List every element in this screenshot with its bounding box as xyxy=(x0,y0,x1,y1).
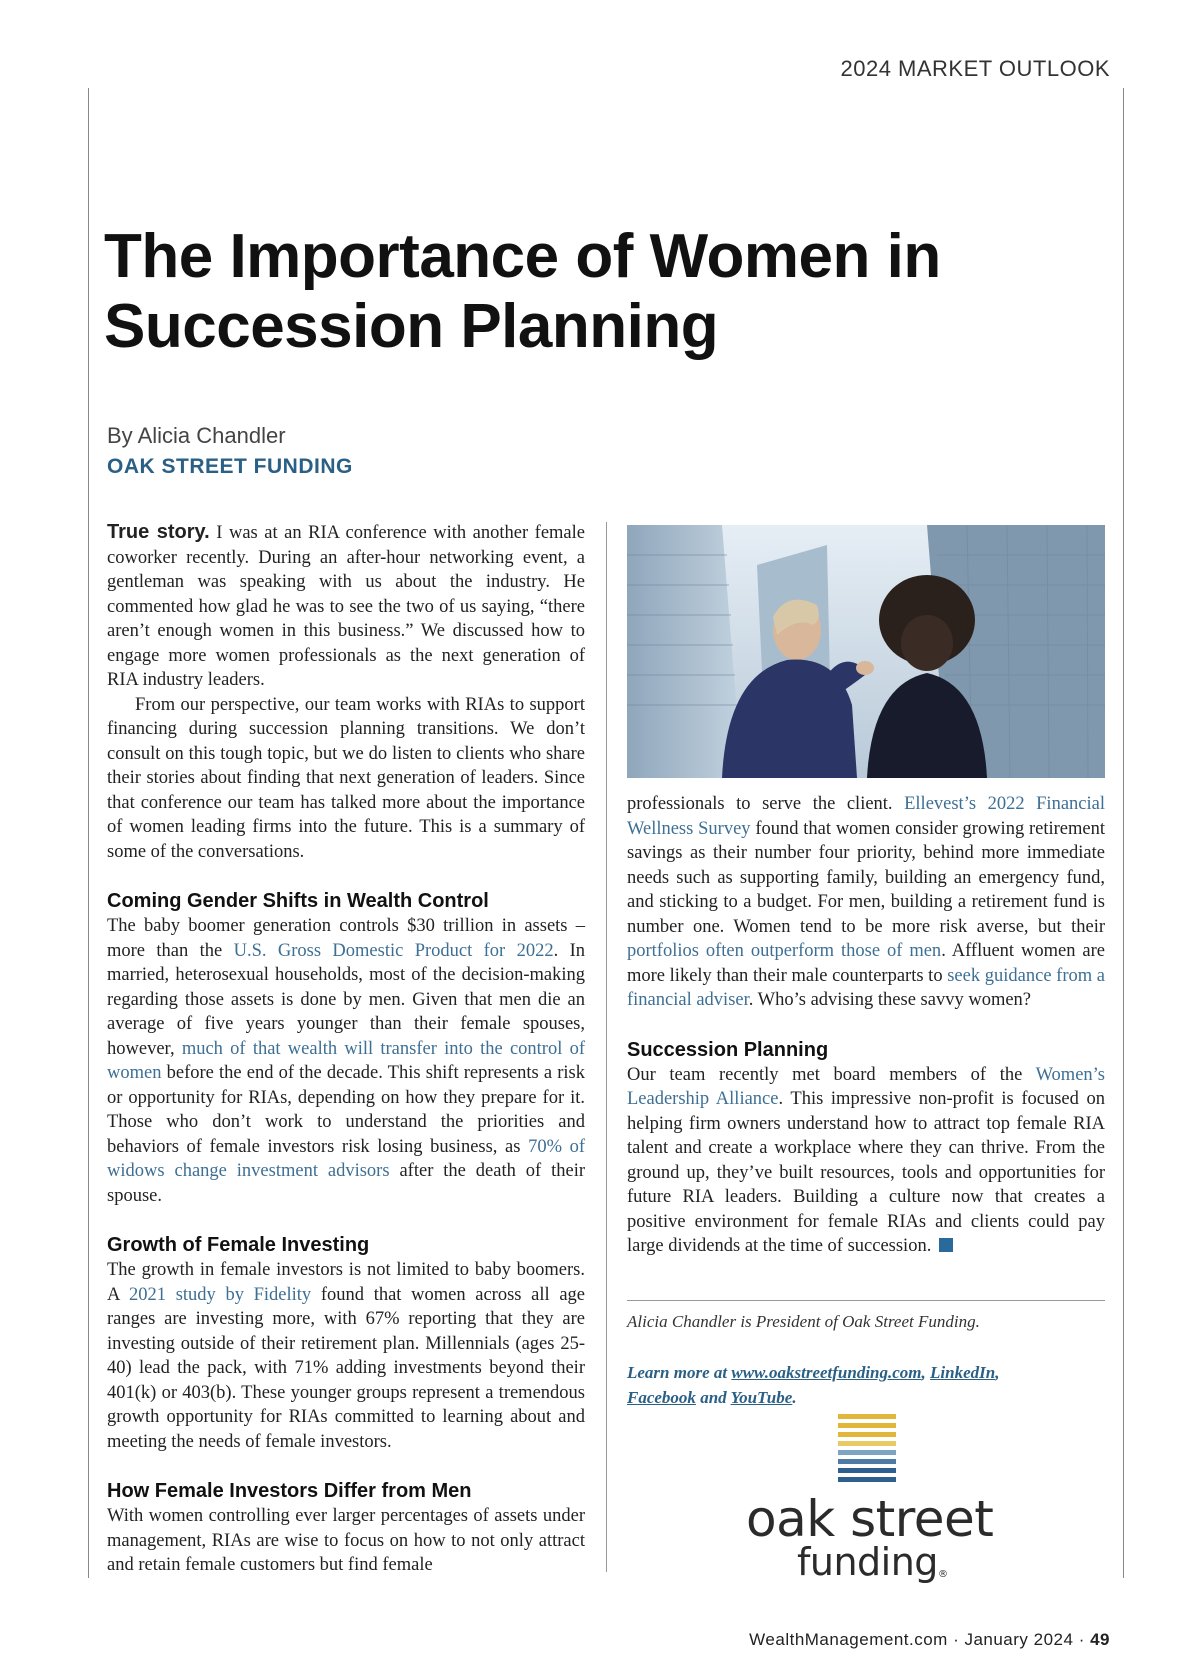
widows-link[interactable]: 70% of widows change investment advisors xyxy=(107,1136,585,1181)
article-title: The Importance of Women in Succession Planning xyxy=(104,222,941,361)
left-column xyxy=(107,520,585,1578)
column-divider xyxy=(606,522,607,1572)
page-number: 49 xyxy=(1090,1630,1110,1649)
section-heading-gender-shifts: Coming Gender Shifts in Wealth Control xyxy=(107,890,489,912)
section-paragraph-differ-from-men: With women controlling ever larger percentages of assets under management, RIAs are wise to focus on how to not only attract and retain female customers but find female xyxy=(107,1506,585,1575)
ellevest-survey-link[interactable]: Ellevest’s 2022 Financial Wellness Survey xyxy=(627,794,1105,839)
learn-more: Learn more at www.oakstreetfunding.com, LinkedIn, Facebook and YouTube. xyxy=(627,1363,1000,1407)
byline: By Alicia Chandler xyxy=(107,423,286,448)
financial-adviser-link[interactable]: seek guidance from a financial adviser xyxy=(627,965,1106,1010)
end-of-article-mark xyxy=(939,1238,953,1252)
author-bio: Alicia Chandler is President of Oak Street Funding. xyxy=(627,1312,980,1331)
website-link[interactable]: www.oakstreetfunding.com xyxy=(731,1363,922,1382)
building-stripes-icon xyxy=(838,1414,896,1482)
section-paragraph-gender-shifts: The baby boomer generation controls $30 trillion in assets – more than the U.S. Gross Domestic Product for 2022. In married, heterosexual households, most of the decision-making regarding those assets is done by men. Given that men die an average of five years younger than their female spouses, however, much of that wealth will transfer into the control of women before the end of the decade. This shift represents a risk or opportunity for RIAs, depending on how they prepare for it. Those who don’t work to understand the priorities and behaviors of female investors risk losing business, as 70% of widows change investment advisors after the death of their spouse. xyxy=(107,916,586,1206)
wealth-transfer-link[interactable]: much of that wealth will transfer into the control of women xyxy=(107,1038,585,1083)
section-heading-female-investing: Growth of Female Investing xyxy=(107,1234,370,1256)
company-name: OAK STREET FUNDING xyxy=(107,455,353,478)
fidelity-study-link[interactable]: 2021 study by Fidelity xyxy=(129,1284,312,1305)
logo-wordmark-oak-street: oak street xyxy=(746,1490,994,1548)
section-label: 2024 MARKET OUTLOOK xyxy=(840,56,1110,81)
section-paragraph-succession-planning: Our team recently met board members of the Women’s Leadership Alliance. This impressive non-profit is focused on helping firm owners understand how to attract top female RIA talent and create a workplace where they can thrive. From the ground up, they’ve built resources, tools and opportunities for future RIA leaders. Building a culture now that creates a positive environment for female RIAs and clients could pay large dividends at the time of succession. xyxy=(627,1064,1106,1256)
section-heading-differ-from-men: How Female Investors Differ from Men xyxy=(107,1480,472,1502)
intro-paragraph-2: From our perspective, our team works with RIAs to support financing during succession planning transitions. We don’t consult on this tough topic, but we do listen to clients who share their stories about finding that next generation of leaders. Since that conference our team has talked more about the importance of women leading firms into the future. This is a summary of some of the conversations. xyxy=(107,694,585,862)
article-photo xyxy=(627,525,1105,778)
portfolios-link[interactable]: portfolios often outperform those of men xyxy=(627,941,942,961)
page-footer: WealthManagement.com · January 2024 · 49 xyxy=(749,1630,1110,1649)
linkedin-link[interactable]: LinkedIn xyxy=(930,1363,996,1382)
section-paragraph-differ-from-men-cont: professionals to serve the client. Ellevest’s 2022 Financial Wellness Survey found that women consider growing retirement savings as their number four priority, behind more immediate needs such as supporting family, building an emergency fund, and sticking to a budget. For men, building a retirement fund is number one. Women tend to be more risk averse, but their portfolios often outperform those of men. Affluent women are more likely than their male counterparts to seek guidance from a financial adviser. Who’s advising these savvy women? xyxy=(627,794,1106,1010)
gdp-link[interactable]: U.S. Gross Domestic Product for 2022 xyxy=(233,940,554,961)
registered-mark: ® xyxy=(937,1569,948,1580)
lead-in: True story. xyxy=(107,521,210,543)
right-page-rule xyxy=(1123,88,1124,1578)
women-city-photo xyxy=(627,525,1105,778)
youtube-link[interactable]: YouTube xyxy=(730,1388,793,1407)
intro-paragraph: True story. I was at an RIA conference with another female coworker recently. During an after-hour networking event, a gentleman was speaking with us about the industry. He commented how glad he was to see the two of us saying, “there aren’t enough women in this business.” We discussed how to engage more women professionals as the next generation of RIA industry leaders. xyxy=(107,521,585,690)
facebook-link[interactable]: Facebook xyxy=(627,1388,696,1407)
logo-wordmark-funding: funding® xyxy=(797,1540,948,1584)
section-paragraph-female-investing: The growth in female investors is not limited to baby boomers. A 2021 study by Fidelity found that women across all age ranges are investing more, with 67% reporting that they are investing outside of their retirement plan. Millennials (ages 25-40) lead the pack, with 71% adding investments beyond their 401(k) or 403(b). These younger groups represent a tremendous growth opportunity for RIAs committed to learning about and meeting the needs of female investors. xyxy=(107,1260,585,1452)
author-rule xyxy=(627,1300,1105,1301)
womens-leadership-alliance-link[interactable]: Women’s Leadership Alliance xyxy=(627,1064,1105,1109)
left-page-rule xyxy=(88,88,89,1578)
section-heading-succession-planning: Succession Planning xyxy=(627,1038,829,1061)
right-column xyxy=(627,792,1105,1259)
